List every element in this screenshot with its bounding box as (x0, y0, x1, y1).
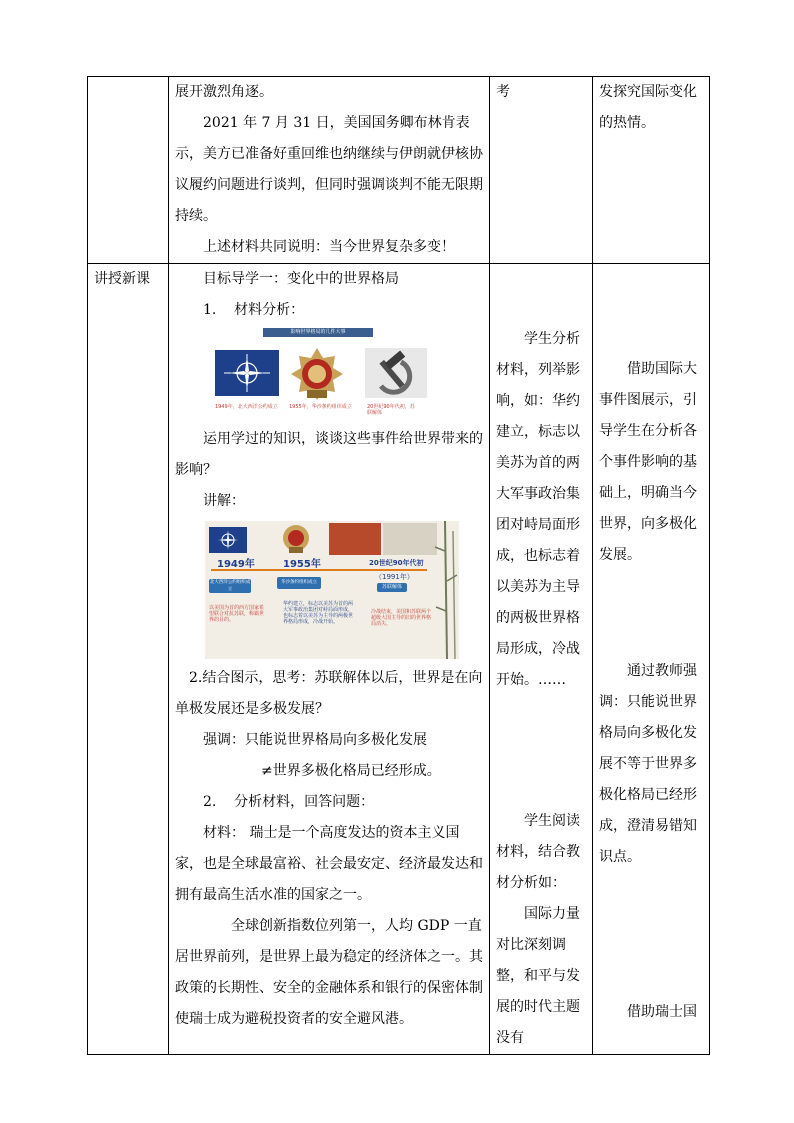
design-intent-cell (593, 264, 710, 1055)
spacer (599, 873, 703, 997)
explain-label: 讲解： (203, 493, 245, 509)
emphasis-line: ≠世界多极化格局已经形成。 (261, 763, 441, 779)
student-activity-text: 考 (496, 84, 510, 100)
event-box-nato: 北大西洋公约组织成立 (209, 580, 251, 592)
historical-photo-icon (329, 523, 381, 555)
student-activity-cell (490, 264, 593, 1055)
phase-cell-empty (88, 77, 169, 264)
timeline-figure (205, 521, 459, 659)
student-activity-text: 学生阅读材料，结合教材分析如： (496, 813, 580, 891)
note-nato: 以美国为首的西方国家希望联合对抗苏联，称霸世界的目的。 (209, 605, 265, 623)
note-ussr: 冷战结束，美国和苏联两个超级大国主导的旧的世界格局消失。 (371, 609, 432, 627)
content-paragraph: 2021 年 7 月 31 日，美国国务卿布林肯表示，美方已准备好重回维也纳继续与伊朗就伊核协议履约问题进行谈判，但同时强调谈判不能无限期持续。 (175, 115, 483, 224)
content-paragraph: 展开激烈角逐。 (175, 84, 273, 100)
caption-1991: 20世纪90年代初，苏联解体 (367, 404, 415, 416)
warsaw-pact-badge-icon (281, 523, 311, 555)
spacer (599, 294, 703, 324)
event-box-warsaw: 华沙条约组织成立 (277, 577, 321, 589)
table-row (88, 77, 710, 264)
phase-label: 讲授新课 (94, 271, 150, 287)
material-paragraph: 全球创新指数位列第一，人均 GDP 一直居世界前列，是世界上最为稳定的经济体之一。其政策的长期性、安全的金融体系和银行的保密体制使瑞士成为避税投资者的安全避风港。 (175, 918, 483, 1027)
design-intent-text: 借助瑞士国 (627, 1004, 697, 1020)
student-activity-text: 国际力量对比深刻调整，和平与发展的时代主题没有 (496, 906, 580, 1046)
emphasis-line: 强调：只能说世界格局向多极化发展 (203, 732, 427, 748)
year-1990s: 20世纪90年代初 (369, 559, 424, 567)
events-figure (215, 328, 445, 428)
material-paragraph: 材料： 瑞士是一个高度发达的资本主义国家，也是全球最富裕、社会最安定、经济最发达和拥有最高生活水准的国家之一。 (175, 825, 483, 903)
nato-flag-icon (215, 350, 279, 396)
item-heading: 1. 材料分析： (203, 302, 305, 318)
note-warsaw: 华约建立，标志以美苏为首的两大军事政治集团对峙局面形成，也标志着以美苏为主导的两极世界格局形成，冷战开始。 (283, 601, 354, 625)
spacer (496, 264, 586, 294)
figure-title: 影响世界格局的几件大事 (263, 328, 373, 337)
design-intent-text: 发探究国际变化的热情。 (599, 84, 697, 131)
content-paragraph: 上述材料共同说明：当今世界复杂多变！ (203, 239, 455, 255)
design-intent-text: 借助国际大事件图展示，引导学生在分析各个事件影响的基础上，明确当今世界，向多极化发展。 (599, 361, 697, 563)
question-paragraph: 运用学过的知识，谈谈这些事件给世界带来的影响？ (175, 431, 483, 478)
spacer (599, 264, 703, 294)
nato-flag-icon (209, 527, 247, 553)
content-cell (169, 77, 490, 264)
event-box-ussr: 苏联解体 (377, 583, 407, 592)
bamboo-decoration-icon (433, 521, 459, 659)
spacer (599, 324, 703, 354)
spacer (496, 294, 586, 324)
phase-cell (88, 264, 169, 1055)
lesson-plan-table (87, 76, 710, 1055)
spacer (599, 571, 703, 656)
student-activity-cell (490, 77, 593, 264)
spacer (496, 696, 586, 806)
caption-1955: 1955年，华沙条约组织成立 (289, 404, 352, 410)
question-paragraph: 2.结合图示，思考：苏联解体以后，世界是在向单极发展还是多极发展？ (175, 670, 483, 717)
table-row (88, 264, 710, 1055)
item-heading: 2. 分析材料，回答问题： (203, 794, 375, 810)
year-1991: （1991年） (375, 573, 414, 581)
section-heading: 目标导学一：变化中的世界格局 (203, 271, 399, 287)
student-activity-text: 学生分析材料，列举影响，如：华约建立，标志以美苏为首的两大军事政治集团对峙局面形成，也标志着以美苏为主导的两极世界格局形成，冷战开始。…… (496, 331, 580, 688)
design-intent-text: 通过教师强调：只能说世界格局向多极化发展不等于世界多极化格局已经形成，澄清易错知识点。 (599, 663, 697, 865)
year-1949: 1949年 (217, 559, 255, 570)
hammer-sickle-icon (365, 348, 427, 398)
design-intent-cell (593, 77, 710, 264)
content-cell (169, 264, 490, 1055)
caption-1949: 1949年，北大西洋公约成立 (215, 404, 278, 410)
year-1955: 1955年 (283, 559, 321, 570)
warsaw-pact-badge-icon (289, 346, 345, 402)
historical-photo-icon (383, 523, 437, 555)
